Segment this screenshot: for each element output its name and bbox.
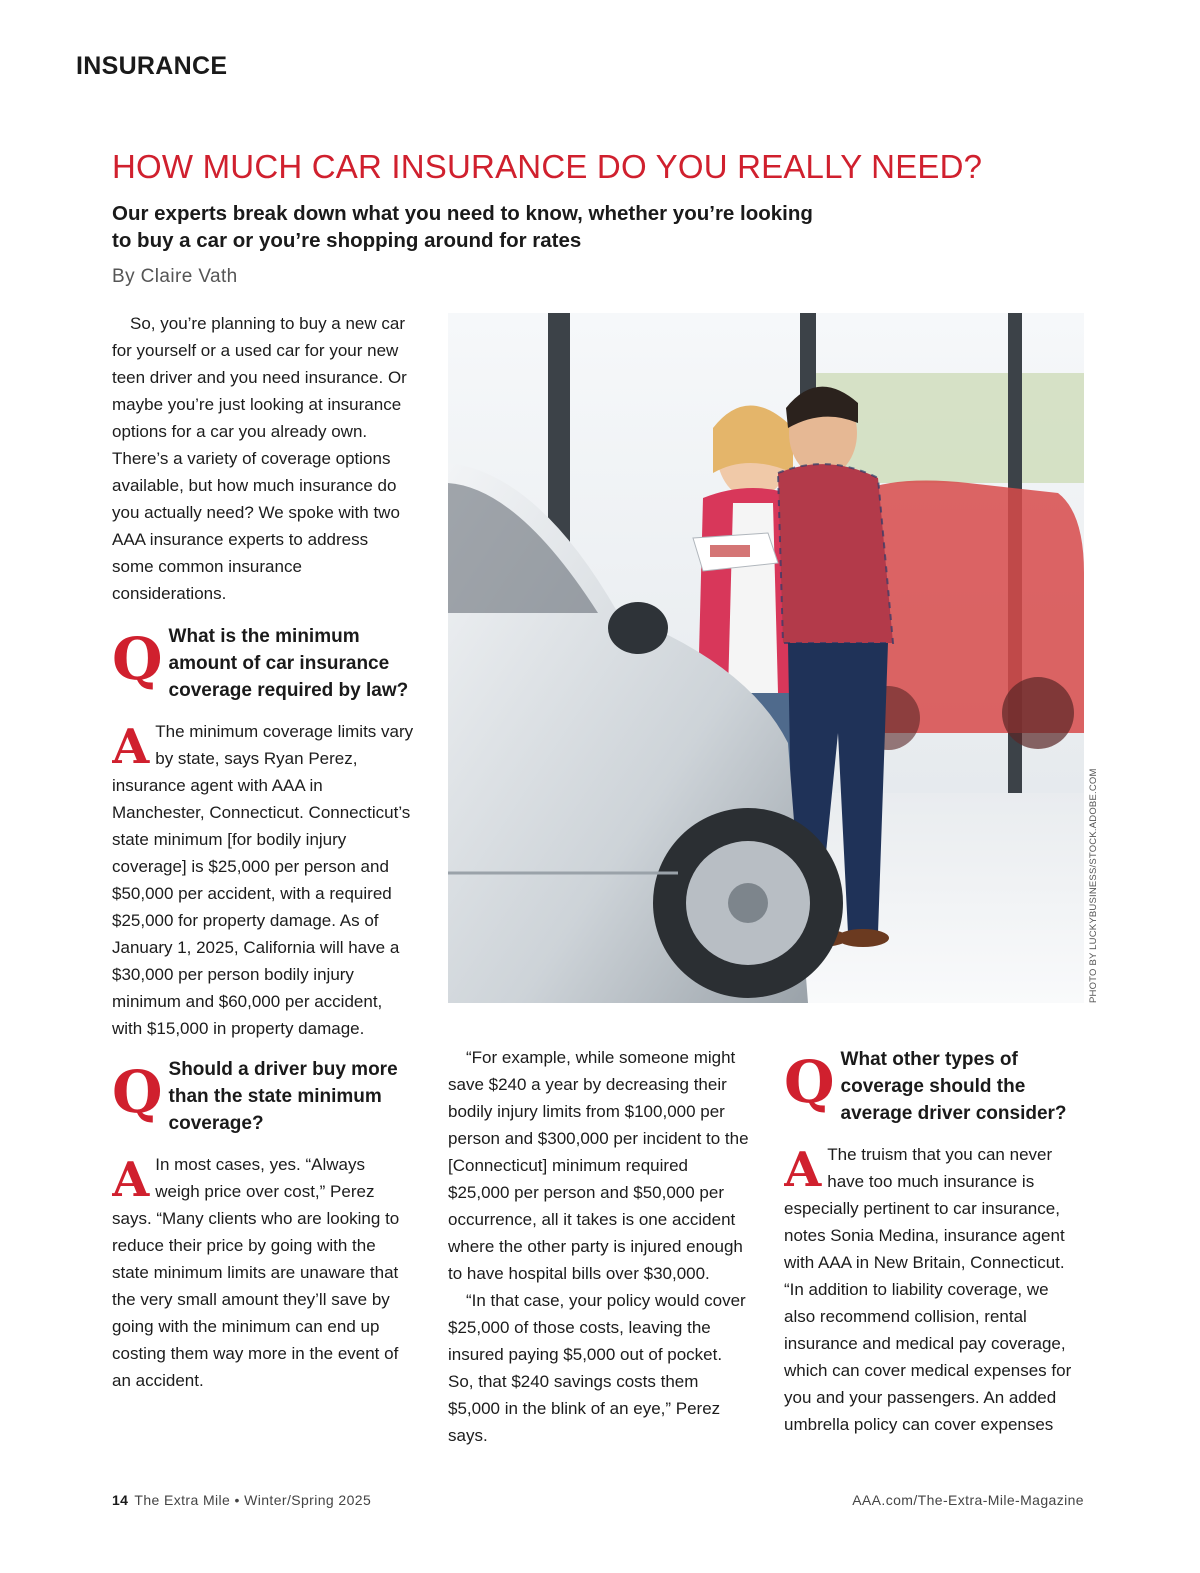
publication-issue: The Extra Mile • Winter/Spring 2025 (134, 1492, 372, 1508)
photo-credit: PHOTO BY LUCKYBUSINESS/STOCK.ADOBE.COM (1088, 768, 1099, 1003)
question-text: What other types of coverage should the average driver consider? (840, 1049, 1067, 1124)
article-photo (448, 313, 1084, 1003)
middle-paragraph-1: “For example, while someone might save $240 a year by decreasing their bodily injury limits from $100,000 per person and $300,000 per incident to the [Connecticut] minimum required $25,000 per person and $50,000 per occurrence, all it takes is one accident where the other party is injured enough to have hospital bills over $30,000. (448, 1048, 749, 1283)
answer-text: In most cases, yes. “Always weigh price over cost,” Perez says. “Many clients who are looking to reduce their price by going with the state minimum limits are unaware that the very small amount they’ll save by going with the minimum can end up costing them way more in the event of an accident. (112, 1155, 400, 1390)
footer-url: AAA.com/The-Extra-Mile-Magazine (852, 1492, 1084, 1508)
a-initial: A (112, 719, 150, 775)
middle-paragraph-2: “In that case, your policy would cover $25,000 of those costs, leaving the insured paying $5,000 out of pocket. So, that $240 savings costs them $5,000 in the blink of an eye,” Perez says. (448, 1291, 746, 1445)
answer-text: The truism that you can never have too much insurance is especially pertinent to car insurance, notes Sonia Medina, insurance agent with AAA in New Britain, Connecticut. “In addition to liability coverage, we also recommend collision, rental insurance and medical pay coverage, which can cover medical expenses for you and your passengers. An added umbrella policy can cover expenses (784, 1145, 1072, 1434)
q-initial: Q (784, 1048, 835, 1116)
intro-paragraph: So, you’re planning to buy a new car for yourself or a used car for your new teen driver and you need insurance. Or maybe you’re just looking at insurance options for a car you already own. There’s a variety of coverage options available, but how much insurance do you actually need? We spoke with two AAA insurance experts to address some common insurance considerations. (112, 314, 407, 603)
article-headline: HOW MUCH CAR INSURANCE DO YOU REALLY NEED? (112, 148, 983, 185)
right-column (784, 1046, 1084, 1438)
answer-text: The minimum coverage limits vary by state, says Ryan Perez, insurance agent with AAA in Manchester, Connecticut. Connecticut’s state minimum [for bodily injury coverage] is $25,000 per person and $50,000 per accident, with a required $25,000 for property damage. As of January 1, 2025, California will have a $30,000 per person bodily injury minimum and $60,000 per accident, with $15,000 in property damage. (112, 722, 414, 1038)
answer-block-2 (112, 1151, 414, 1394)
page-number: 14 (112, 1492, 129, 1508)
a-initial: A (112, 1152, 150, 1208)
question-text: Should a driver buy more than the state minimum coverage? (168, 1059, 398, 1134)
left-column (112, 310, 414, 1394)
footer-publication (112, 1492, 371, 1508)
section-label: INSURANCE (76, 52, 228, 80)
question-text: What is the minimum amount of car insurance coverage required by law? (168, 626, 409, 701)
middle-column (448, 1044, 750, 1449)
article-deck: Our experts break down what you need to know, whether you’re looking to buy a car or you’re shopping around for rates (112, 202, 813, 252)
byline: By Claire Vath (112, 266, 238, 287)
question-block-1 (112, 623, 414, 704)
question-block-2 (112, 1056, 414, 1137)
showroom-couple-illustration (448, 313, 1084, 1003)
q-initial: Q (112, 625, 163, 693)
a-initial: A (784, 1142, 822, 1198)
question-block-3 (784, 1046, 1084, 1127)
answer-block-1 (112, 718, 414, 1042)
q-initial: Q (112, 1058, 163, 1126)
answer-block-3 (784, 1141, 1084, 1438)
